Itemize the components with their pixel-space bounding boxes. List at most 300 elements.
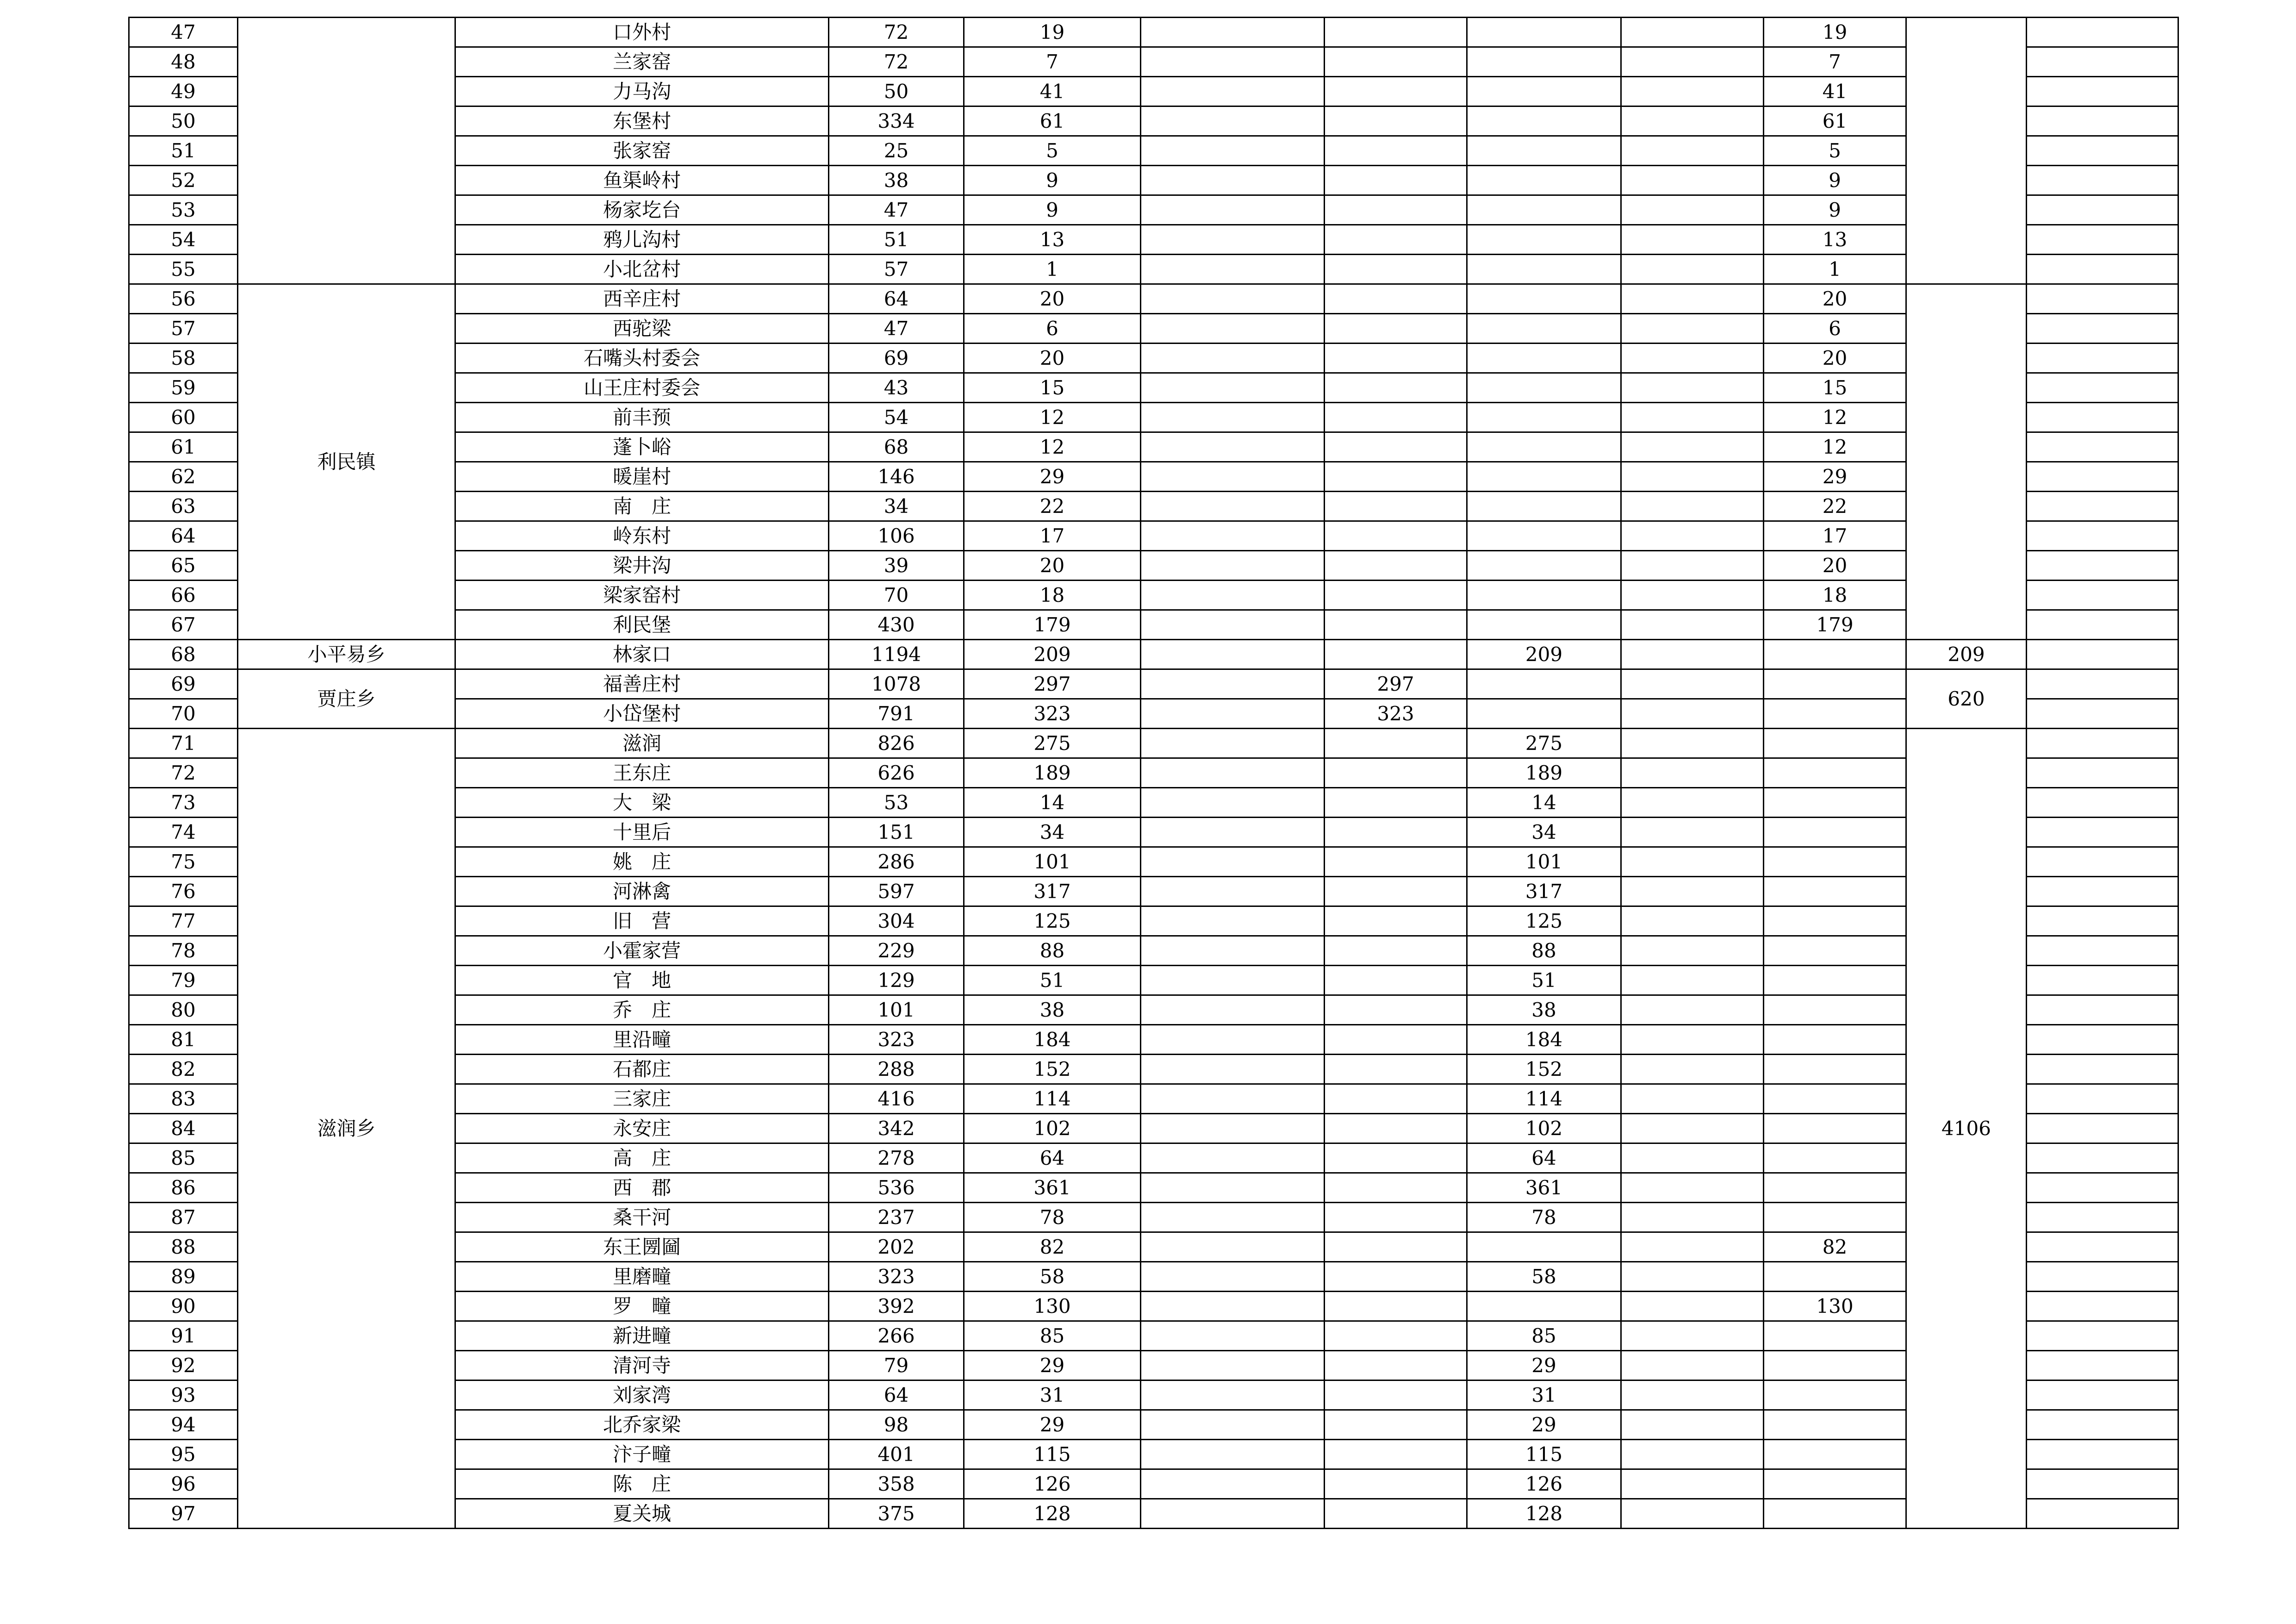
value-cell: 323 (829, 1262, 964, 1292)
value-cell: 20 (964, 344, 1141, 373)
value-cell (1467, 47, 1621, 77)
village-name-cell: 陈 庄 (455, 1469, 829, 1499)
value-cell (1621, 758, 1764, 788)
value-cell: 19 (1764, 18, 1906, 47)
value-cell: 304 (829, 906, 964, 936)
value-cell: 12 (1764, 403, 1906, 432)
value-cell (1621, 1292, 1764, 1321)
remark-cell (2027, 995, 2178, 1025)
value-cell: 13 (1764, 225, 1906, 255)
row-number-cell: 49 (129, 77, 238, 106)
value-cell (1325, 1232, 1467, 1262)
value-cell (1141, 788, 1325, 818)
remark-cell (2027, 1292, 2178, 1321)
township-total-cell: 209 (1906, 640, 2027, 669)
remark-cell (2027, 1143, 2178, 1173)
value-cell (1764, 1321, 1906, 1351)
value-cell (1764, 640, 1906, 669)
remark-cell (2027, 1380, 2178, 1410)
value-cell: 401 (829, 1440, 964, 1469)
value-cell (1325, 195, 1467, 225)
value-cell: 47 (829, 195, 964, 225)
value-cell: 184 (1467, 1025, 1621, 1055)
value-cell (1621, 1351, 1764, 1380)
village-name-cell: 兰家窑 (455, 47, 829, 77)
value-cell: 237 (829, 1203, 964, 1232)
value-cell (1621, 462, 1764, 492)
value-cell: 13 (964, 225, 1141, 255)
value-cell: 39 (829, 551, 964, 581)
value-cell (1141, 1351, 1325, 1380)
value-cell (1621, 1321, 1764, 1351)
row-number-cell: 88 (129, 1232, 238, 1262)
remark-cell (2027, 1173, 2178, 1203)
value-cell (1141, 166, 1325, 195)
value-cell (1141, 640, 1325, 669)
value-cell: 179 (1764, 610, 1906, 640)
village-name-cell: 西驼梁 (455, 314, 829, 344)
value-cell: 288 (829, 1055, 964, 1084)
remark-cell (2027, 1410, 2178, 1440)
value-cell (1764, 906, 1906, 936)
remark-cell (2027, 373, 2178, 403)
value-cell: 82 (964, 1232, 1141, 1262)
value-cell: 317 (964, 877, 1141, 906)
value-cell: 129 (829, 966, 964, 995)
remark-cell (2027, 669, 2178, 699)
value-cell (1141, 995, 1325, 1025)
remark-cell (2027, 18, 2178, 47)
value-cell: 597 (829, 877, 964, 906)
row-number-cell: 47 (129, 18, 238, 47)
village-name-cell: 前丰预 (455, 403, 829, 432)
village-name-cell: 岭东村 (455, 521, 829, 551)
value-cell: 9 (1764, 195, 1906, 225)
value-cell (1467, 492, 1621, 521)
value-cell: 1 (1764, 255, 1906, 284)
value-cell (1325, 432, 1467, 462)
village-name-cell: 张家窑 (455, 136, 829, 166)
value-cell (1141, 492, 1325, 521)
value-cell (1467, 18, 1621, 47)
value-cell: 34 (829, 492, 964, 521)
village-name-cell: 暖崖村 (455, 462, 829, 492)
remark-cell (2027, 1203, 2178, 1232)
value-cell (1141, 432, 1325, 462)
value-cell (1141, 669, 1325, 699)
value-cell (1325, 1380, 1467, 1410)
remark-cell (2027, 255, 2178, 284)
value-cell (1141, 462, 1325, 492)
village-name-cell: 高 庄 (455, 1143, 829, 1173)
value-cell: 9 (964, 166, 1141, 195)
village-name-cell: 西 郡 (455, 1173, 829, 1203)
value-cell: 184 (964, 1025, 1141, 1055)
value-cell: 128 (1467, 1499, 1621, 1529)
value-cell: 22 (1764, 492, 1906, 521)
row-number-cell: 63 (129, 492, 238, 521)
table-row (129, 640, 2178, 669)
village-name-cell: 小霍家营 (455, 936, 829, 966)
township-total-cell: 4106 (1906, 729, 2027, 1529)
village-name-cell: 三家庄 (455, 1084, 829, 1114)
village-name-cell: 北乔家梁 (455, 1410, 829, 1440)
value-cell: 334 (829, 106, 964, 136)
remark-cell (2027, 344, 2178, 373)
value-cell: 31 (1467, 1380, 1621, 1410)
value-cell: 130 (1764, 1292, 1906, 1321)
value-cell: 29 (964, 462, 1141, 492)
value-cell (1621, 47, 1764, 77)
value-cell (1325, 1351, 1467, 1380)
value-cell (1325, 1499, 1467, 1529)
value-cell (1621, 492, 1764, 521)
value-cell: 22 (964, 492, 1141, 521)
value-cell (1764, 669, 1906, 699)
remark-cell (2027, 729, 2178, 758)
value-cell (1621, 373, 1764, 403)
row-number-cell: 71 (129, 729, 238, 758)
value-cell (1621, 1055, 1764, 1084)
value-cell (1467, 403, 1621, 432)
value-cell: 53 (829, 788, 964, 818)
value-cell: 64 (829, 1380, 964, 1410)
value-cell (1621, 77, 1764, 106)
row-number-cell: 96 (129, 1469, 238, 1499)
village-name-cell: 旧 营 (455, 906, 829, 936)
village-name-cell: 林家口 (455, 640, 829, 669)
value-cell: 392 (829, 1292, 964, 1321)
remark-cell (2027, 106, 2178, 136)
value-cell (1325, 462, 1467, 492)
value-cell (1325, 314, 1467, 344)
value-cell: 78 (1467, 1203, 1621, 1232)
remark-cell (2027, 462, 2178, 492)
value-cell (1467, 314, 1621, 344)
value-cell (1621, 344, 1764, 373)
value-cell (1141, 818, 1325, 847)
value-cell: 12 (964, 432, 1141, 462)
remark-cell (2027, 77, 2178, 106)
remark-cell (2027, 1440, 2178, 1469)
value-cell: 20 (964, 551, 1141, 581)
value-cell (1621, 314, 1764, 344)
value-cell (1621, 166, 1764, 195)
value-cell: 70 (829, 581, 964, 610)
value-cell (1141, 1203, 1325, 1232)
remark-cell (2027, 1351, 2178, 1380)
value-cell: 209 (964, 640, 1141, 669)
value-cell: 1078 (829, 669, 964, 699)
value-cell: 146 (829, 462, 964, 492)
village-name-cell: 王东庄 (455, 758, 829, 788)
row-number-cell: 69 (129, 669, 238, 699)
table-row (129, 284, 2178, 314)
table-row (129, 18, 2178, 47)
village-name-cell: 姚 庄 (455, 847, 829, 877)
value-cell: 64 (1467, 1143, 1621, 1173)
row-number-cell: 62 (129, 462, 238, 492)
village-name-cell: 山王庄村委会 (455, 373, 829, 403)
value-cell (1141, 136, 1325, 166)
village-name-cell: 梁家窑村 (455, 581, 829, 610)
value-cell: 152 (964, 1055, 1141, 1084)
remark-cell (2027, 1469, 2178, 1499)
value-cell (1467, 225, 1621, 255)
remark-cell (2027, 432, 2178, 462)
value-cell (1141, 255, 1325, 284)
value-cell: 189 (964, 758, 1141, 788)
value-cell (1325, 225, 1467, 255)
value-cell: 101 (964, 847, 1141, 877)
value-cell (1764, 1351, 1906, 1380)
value-cell (1621, 1469, 1764, 1499)
value-cell: 342 (829, 1114, 964, 1143)
row-number-cell: 82 (129, 1055, 238, 1084)
value-cell: 536 (829, 1173, 964, 1203)
value-cell (1621, 788, 1764, 818)
row-number-cell: 81 (129, 1025, 238, 1055)
row-number-cell: 65 (129, 551, 238, 581)
value-cell: 64 (964, 1143, 1141, 1173)
village-name-cell: 滋润 (455, 729, 829, 758)
value-cell (1325, 758, 1467, 788)
value-cell (1621, 106, 1764, 136)
value-cell (1467, 284, 1621, 314)
value-cell: 361 (964, 1173, 1141, 1203)
value-cell: 286 (829, 847, 964, 877)
value-cell (1467, 699, 1621, 729)
village-name-cell: 力马沟 (455, 77, 829, 106)
value-cell: 179 (964, 610, 1141, 640)
value-cell: 82 (1764, 1232, 1906, 1262)
value-cell (1141, 403, 1325, 432)
value-cell: 229 (829, 936, 964, 966)
value-cell: 1 (964, 255, 1141, 284)
value-cell (1621, 1440, 1764, 1469)
value-cell: 275 (964, 729, 1141, 758)
value-cell (1325, 106, 1467, 136)
row-number-cell: 59 (129, 373, 238, 403)
row-number-cell: 97 (129, 1499, 238, 1529)
value-cell: 72 (829, 18, 964, 47)
township-cell: 滋润乡 (238, 729, 455, 1529)
value-cell (1141, 847, 1325, 877)
value-cell (1467, 373, 1621, 403)
value-cell: 275 (1467, 729, 1621, 758)
village-name-cell: 东堡村 (455, 106, 829, 136)
value-cell: 151 (829, 818, 964, 847)
row-number-cell: 90 (129, 1292, 238, 1321)
value-cell (1141, 225, 1325, 255)
table-row (129, 669, 2178, 699)
value-cell: 29 (964, 1351, 1141, 1380)
value-cell: 130 (964, 1292, 1141, 1321)
remark-cell (2027, 403, 2178, 432)
value-cell (1764, 995, 1906, 1025)
row-number-cell: 60 (129, 403, 238, 432)
value-cell (1325, 818, 1467, 847)
village-name-cell: 口外村 (455, 18, 829, 47)
village-name-cell: 清河寺 (455, 1351, 829, 1380)
remark-cell (2027, 284, 2178, 314)
value-cell: 6 (1764, 314, 1906, 344)
remark-cell (2027, 906, 2178, 936)
value-cell: 18 (964, 581, 1141, 610)
value-cell: 31 (964, 1380, 1141, 1410)
value-cell (1467, 136, 1621, 166)
value-cell (1764, 877, 1906, 906)
village-name-cell: 蓬卜峪 (455, 432, 829, 462)
value-cell: 114 (964, 1084, 1141, 1114)
value-cell: 15 (964, 373, 1141, 403)
value-cell (1141, 1084, 1325, 1114)
value-cell (1141, 106, 1325, 136)
value-cell (1325, 1292, 1467, 1321)
remark-cell (2027, 640, 2178, 669)
remark-cell (2027, 758, 2178, 788)
row-number-cell: 51 (129, 136, 238, 166)
value-cell: 102 (964, 1114, 1141, 1143)
value-cell: 9 (1764, 166, 1906, 195)
data-table (128, 17, 2179, 1529)
value-cell (1467, 432, 1621, 462)
row-number-cell: 66 (129, 581, 238, 610)
value-cell (1325, 1055, 1467, 1084)
value-cell (1621, 284, 1764, 314)
value-cell (1141, 1262, 1325, 1292)
row-number-cell: 85 (129, 1143, 238, 1173)
value-cell (1325, 640, 1467, 669)
value-cell (1621, 1084, 1764, 1114)
table-body (129, 18, 2178, 1529)
village-name-cell: 小北岔村 (455, 255, 829, 284)
value-cell: 6 (964, 314, 1141, 344)
remark-cell (2027, 1499, 2178, 1529)
value-cell (1141, 1380, 1325, 1410)
row-number-cell: 86 (129, 1173, 238, 1203)
value-cell: 19 (964, 18, 1141, 47)
value-cell (1621, 255, 1764, 284)
value-cell: 126 (964, 1469, 1141, 1499)
village-name-cell: 永安庄 (455, 1114, 829, 1143)
value-cell (1764, 1084, 1906, 1114)
value-cell: 317 (1467, 877, 1621, 906)
township-cell: 小平易乡 (238, 640, 455, 669)
value-cell (1325, 284, 1467, 314)
value-cell: 297 (1325, 669, 1467, 699)
remark-cell (2027, 551, 2178, 581)
value-cell: 12 (1764, 432, 1906, 462)
value-cell (1141, 699, 1325, 729)
value-cell (1141, 18, 1325, 47)
value-cell: 41 (1764, 77, 1906, 106)
remark-cell (2027, 136, 2178, 166)
value-cell (1764, 1380, 1906, 1410)
village-name-cell: 河淋禽 (455, 877, 829, 906)
row-number-cell: 50 (129, 106, 238, 136)
value-cell: 115 (964, 1440, 1141, 1469)
value-cell: 68 (829, 432, 964, 462)
value-cell: 152 (1467, 1055, 1621, 1084)
value-cell (1141, 729, 1325, 758)
value-cell: 5 (1764, 136, 1906, 166)
value-cell (1621, 225, 1764, 255)
value-cell (1621, 1025, 1764, 1055)
value-cell: 430 (829, 610, 964, 640)
row-number-cell: 53 (129, 195, 238, 225)
remark-cell (2027, 1232, 2178, 1262)
row-number-cell: 48 (129, 47, 238, 77)
value-cell (1621, 729, 1764, 758)
row-number-cell: 94 (129, 1410, 238, 1440)
value-cell (1764, 699, 1906, 729)
value-cell: 416 (829, 1084, 964, 1114)
value-cell (1621, 847, 1764, 877)
value-cell: 278 (829, 1143, 964, 1173)
value-cell (1467, 195, 1621, 225)
value-cell (1141, 47, 1325, 77)
remark-cell (2027, 966, 2178, 995)
remark-cell (2027, 788, 2178, 818)
value-cell: 51 (829, 225, 964, 255)
value-cell: 7 (1764, 47, 1906, 77)
village-name-cell: 鱼渠岭村 (455, 166, 829, 195)
remark-cell (2027, 936, 2178, 966)
township-cell: 利民镇 (238, 284, 455, 640)
value-cell (1764, 847, 1906, 877)
value-cell (1764, 1262, 1906, 1292)
value-cell (1621, 581, 1764, 610)
value-cell: 101 (1467, 847, 1621, 877)
value-cell: 38 (829, 166, 964, 195)
row-number-cell: 79 (129, 966, 238, 995)
value-cell (1764, 1440, 1906, 1469)
value-cell (1141, 284, 1325, 314)
row-number-cell: 76 (129, 877, 238, 906)
value-cell: 78 (964, 1203, 1141, 1232)
remark-cell (2027, 1055, 2178, 1084)
village-name-cell: 石都庄 (455, 1055, 829, 1084)
value-cell (1141, 551, 1325, 581)
value-cell (1325, 1025, 1467, 1055)
value-cell: 98 (829, 1410, 964, 1440)
value-cell: 20 (1764, 284, 1906, 314)
village-name-cell: 里磨疃 (455, 1262, 829, 1292)
table-row (129, 729, 2178, 758)
value-cell: 101 (829, 995, 964, 1025)
remark-cell (2027, 847, 2178, 877)
remark-cell (2027, 699, 2178, 729)
value-cell (1325, 1469, 1467, 1499)
value-cell: 189 (1467, 758, 1621, 788)
value-cell (1621, 669, 1764, 699)
value-cell (1325, 847, 1467, 877)
value-cell (1141, 1410, 1325, 1440)
value-cell (1325, 1084, 1467, 1114)
row-number-cell: 74 (129, 818, 238, 847)
value-cell (1764, 1025, 1906, 1055)
remark-cell (2027, 1262, 2178, 1292)
value-cell (1764, 1410, 1906, 1440)
value-cell (1621, 818, 1764, 847)
row-number-cell: 95 (129, 1440, 238, 1469)
village-name-cell: 里沿疃 (455, 1025, 829, 1055)
value-cell: 361 (1467, 1173, 1621, 1203)
value-cell: 85 (1467, 1321, 1621, 1351)
value-cell: 47 (829, 314, 964, 344)
value-cell (1325, 581, 1467, 610)
